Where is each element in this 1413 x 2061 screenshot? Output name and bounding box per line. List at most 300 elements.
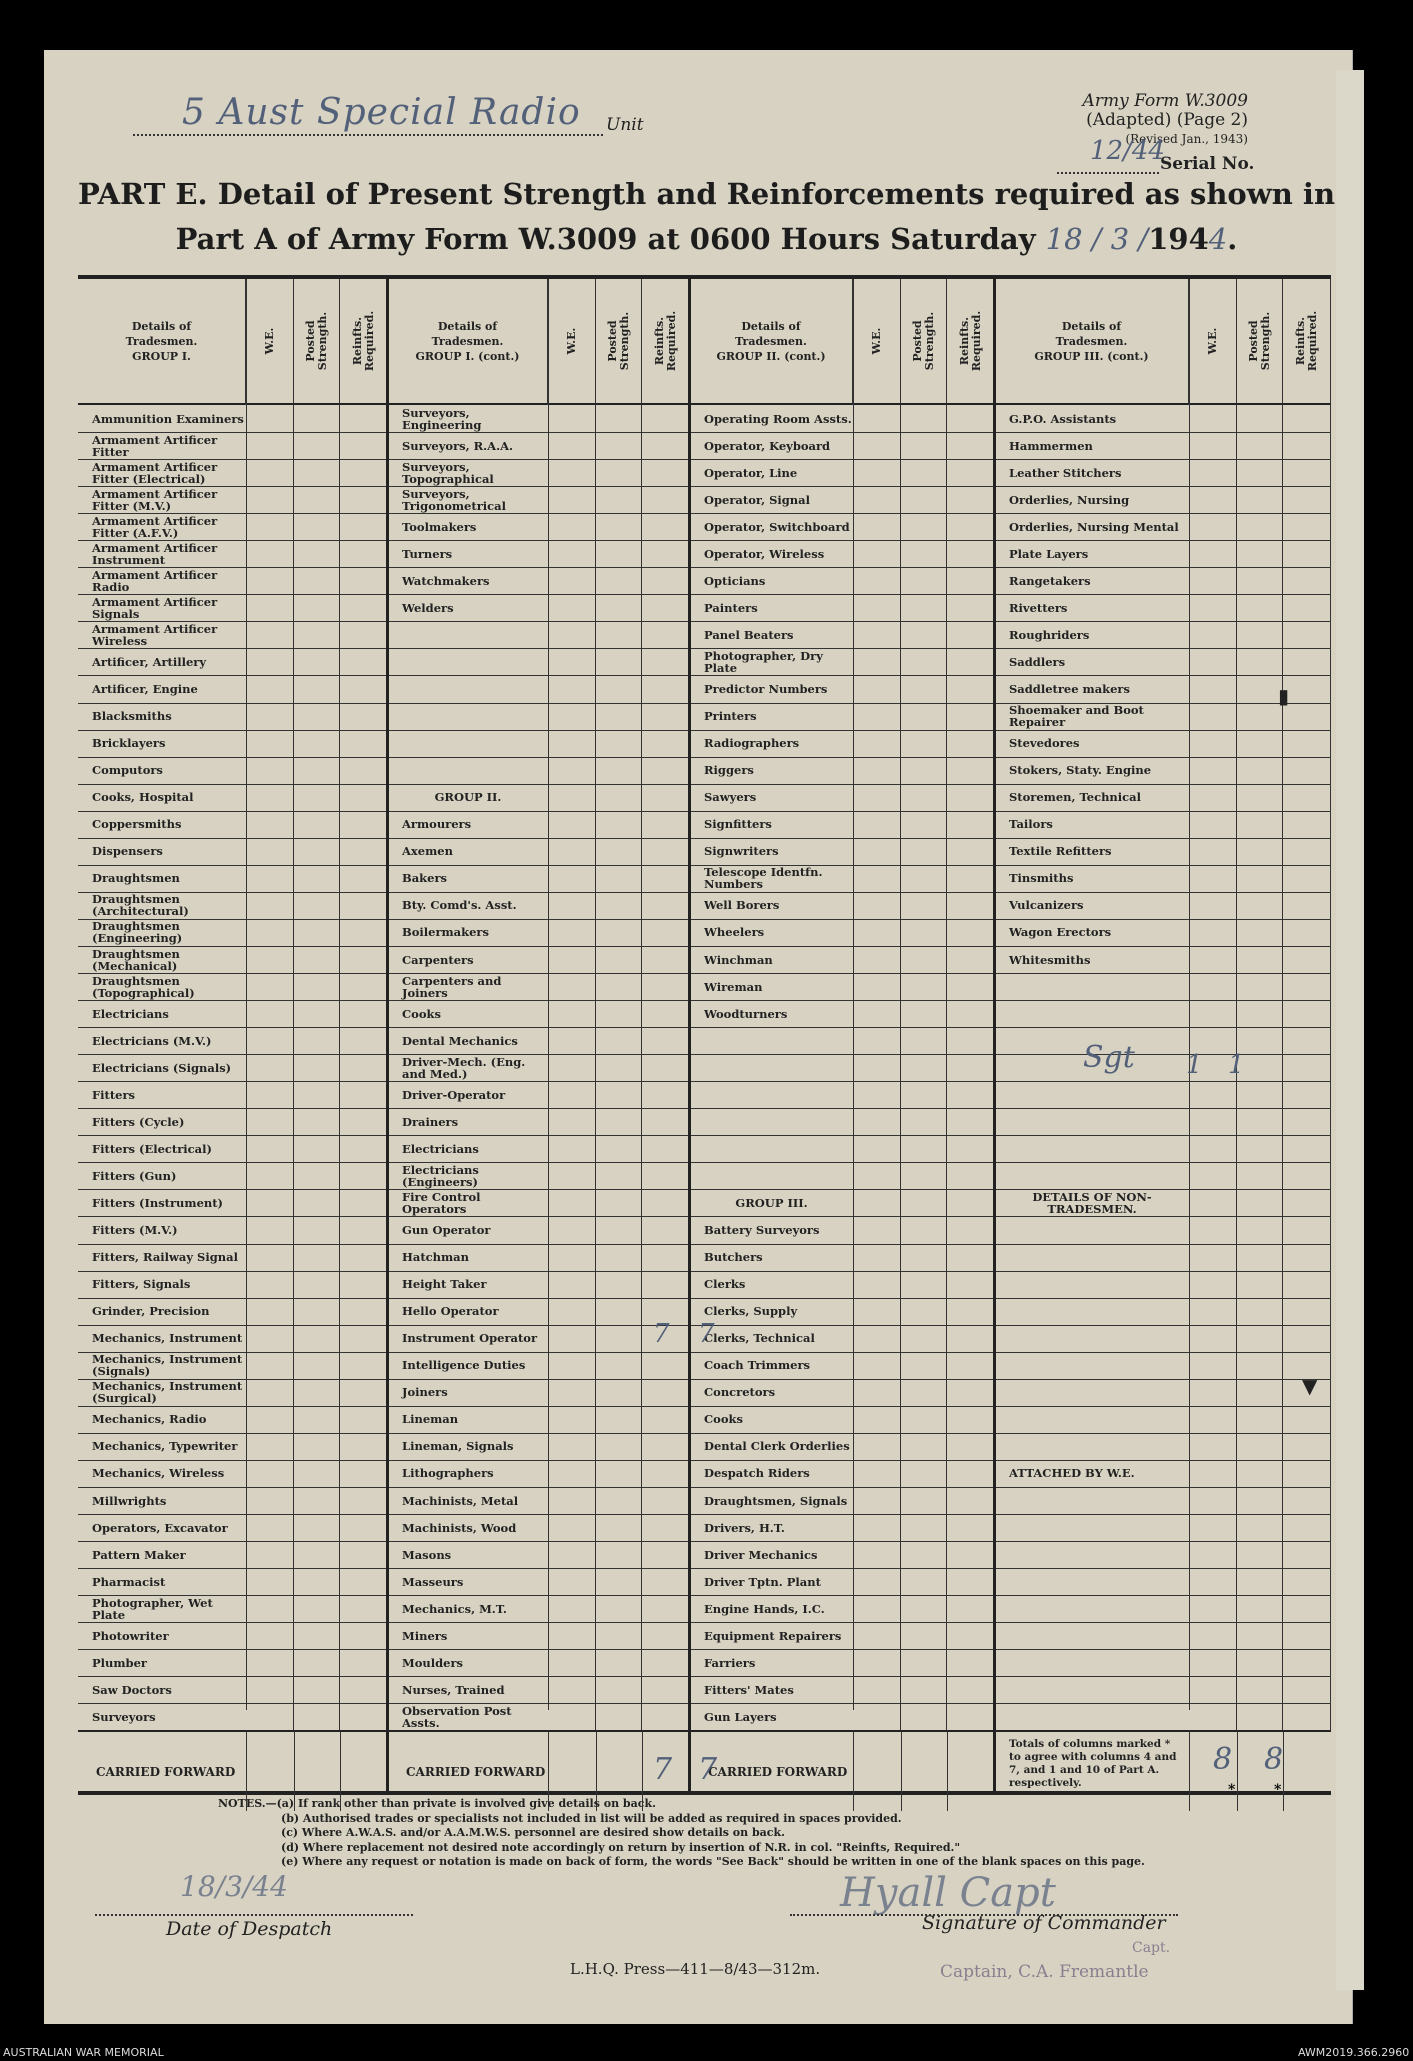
- table-cell-reinfts: [340, 513, 388, 541]
- table-row-label: Textile Refitters: [995, 838, 1189, 866]
- column-header-details: Details of Tradesmen. GROUP I.: [78, 279, 246, 405]
- table-cell-we: [853, 594, 901, 622]
- table-cell-we: [853, 1676, 901, 1704]
- table-row-label: Fitters (Electrical): [78, 1135, 246, 1163]
- table-cell-we: [548, 1325, 596, 1353]
- unit-handwritten: 5 Aust Special Radio: [182, 92, 581, 133]
- table-cell-we: [246, 1649, 294, 1677]
- table-cell-we: [853, 1379, 901, 1407]
- table-cell-posted: [901, 1135, 947, 1163]
- table-cell-reinfts: [642, 1406, 690, 1434]
- handwritten-posted: 1: [1228, 1050, 1245, 1081]
- table-cell-reinfts: [642, 405, 690, 433]
- table-cell-reinfts: [340, 567, 388, 595]
- table-cell-reinfts: [642, 892, 690, 920]
- table-row-label: Moulders: [388, 1649, 548, 1677]
- table-cell-we: [246, 1379, 294, 1407]
- table-cell-reinfts: [340, 1081, 388, 1109]
- table-cell-posted: [1237, 513, 1283, 541]
- table-cell-we: [853, 1406, 901, 1434]
- despatch-line: [95, 1914, 413, 1916]
- table-cell-posted: [1237, 919, 1283, 947]
- table-cell-we: [246, 757, 294, 785]
- table-cell-reinfts: [340, 594, 388, 622]
- table-cell-we: [246, 730, 294, 758]
- table-cell-posted: [901, 1541, 947, 1569]
- table-cell-we: [246, 567, 294, 595]
- table-row-label: Artificer, Artillery: [78, 648, 246, 676]
- table-row-label: Driver Mechanics: [690, 1541, 853, 1569]
- title-year: 194: [1148, 222, 1209, 256]
- table-cell-we: [548, 757, 596, 785]
- table-cell-posted: [901, 1217, 947, 1245]
- table-cell-we: [1189, 1244, 1237, 1272]
- table-cell-reinfts: [947, 1000, 995, 1028]
- table-row-label: Surveyors, Topographical: [388, 459, 548, 487]
- column-header-reinfts: [642, 279, 690, 405]
- table-cell-we: [246, 1108, 294, 1136]
- table-row-blank: [995, 1541, 1189, 1569]
- totals-note: Totals of columns marked * to agree with columns 4 and 7, and 1 and 10 of Part A. respectively.: [995, 1730, 1189, 1811]
- table-cell-we: [548, 1487, 596, 1515]
- table-cell-we: [1189, 1081, 1237, 1109]
- table-cell-reinfts: [340, 811, 388, 839]
- table-cell-we: [548, 811, 596, 839]
- table-cell-we: [548, 1433, 596, 1461]
- table-cell-we: [548, 594, 596, 622]
- table-row-label: Photowriter: [78, 1622, 246, 1650]
- table-cell-reinfts: [947, 1244, 995, 1272]
- table-cell-posted: [1237, 1595, 1283, 1623]
- table-cell-posted: [1237, 1217, 1283, 1245]
- table-cell-reinfts: [947, 1298, 995, 1326]
- table-cell-posted: [901, 1054, 947, 1082]
- table-cell-posted: [596, 1649, 642, 1677]
- table-row-blank: [995, 1703, 1189, 1731]
- table-row-label: Boilermakers: [388, 919, 548, 947]
- name-stamp: Captain, C.A. Fremantle: [940, 1962, 1149, 1982]
- table-cell-reinfts: [947, 784, 995, 812]
- table-row-blank: [690, 1081, 853, 1109]
- table-cell-we: [548, 973, 596, 1001]
- table-cell-reinfts: [340, 919, 388, 947]
- table-cell-posted: [294, 946, 340, 974]
- table-row-label: Telescope Identfn. Numbers: [690, 865, 853, 893]
- table-cell-posted: [596, 1027, 642, 1055]
- table-row-label: ATTACHED BY W.E.: [995, 1460, 1189, 1488]
- table-cell-reinfts: [947, 1568, 995, 1596]
- table-cell-posted: [294, 567, 340, 595]
- table-cell-posted: [294, 1054, 340, 1082]
- table-cell-we: [246, 946, 294, 974]
- table-cell-we: [548, 1054, 596, 1082]
- table-cell-we: [548, 730, 596, 758]
- table-row-label: Mechanics, Radio: [78, 1406, 246, 1434]
- table-cell-posted: [596, 1108, 642, 1136]
- table-cell-reinfts: [1283, 459, 1331, 487]
- table-row-label: Vulcanizers: [995, 892, 1189, 920]
- group-divider: [688, 279, 691, 1791]
- note-c: (c) Where A.W.A.S. and/or A.A.M.W.S. personnel are desired show details on back.: [281, 1826, 785, 1839]
- table-cell-reinfts: [947, 432, 995, 460]
- table-cell-reinfts: [642, 865, 690, 893]
- table-row-label: Draughtsmen (Architectural): [78, 892, 246, 920]
- column-header-posted: [901, 279, 947, 405]
- table-row-label: Radiographers: [690, 730, 853, 758]
- table-cell-posted: [596, 1514, 642, 1542]
- table-cell-we: [548, 919, 596, 947]
- table-row-label: Armament Artificer Wireless: [78, 621, 246, 649]
- table-cell-reinfts: [340, 1054, 388, 1082]
- table-cell-we: [246, 1676, 294, 1704]
- table-cell-posted: [596, 1162, 642, 1190]
- table-cell-we: [246, 459, 294, 487]
- table-cell-reinfts: [947, 567, 995, 595]
- table-cell-reinfts: [340, 1676, 388, 1704]
- table-cell-posted: [1237, 811, 1283, 839]
- table-row-label: Dental Clerk Orderlies: [690, 1433, 853, 1461]
- table-cell-we: [548, 784, 596, 812]
- table-cell-we: [853, 1325, 901, 1353]
- group-divider: [993, 279, 996, 1791]
- table-cell-reinfts: [340, 1217, 388, 1245]
- table-cell-we: [548, 1541, 596, 1569]
- table-cell-reinfts: [1283, 1054, 1331, 1082]
- table-row-label: Operator, Keyboard: [690, 432, 853, 460]
- table-cell-posted: [901, 1406, 947, 1434]
- table-cell-posted: [596, 513, 642, 541]
- table-cell-reinfts: [642, 1271, 690, 1299]
- table-row-label: Joiners: [388, 1379, 548, 1407]
- table-row-blank: [995, 1649, 1189, 1677]
- note-b: (b) Authorised trades or specialists not included in list will be added as required in spaces provided.: [281, 1811, 902, 1825]
- table-row-label: Fitters, Signals: [78, 1271, 246, 1299]
- table-cell-we: [1189, 594, 1237, 622]
- table-cell-posted: [901, 540, 947, 568]
- table-cell-reinfts: [947, 730, 995, 758]
- table-row-label: Driver-Mech. (Eng. and Med.): [388, 1054, 548, 1082]
- table-cell-posted: [596, 540, 642, 568]
- table-cell-we: [1189, 648, 1237, 676]
- column-header-text: Reinfts. Required.: [652, 310, 678, 372]
- table-cell-we: [548, 1271, 596, 1299]
- table-cell-reinfts: [947, 703, 995, 731]
- table-cell-we: [853, 1217, 901, 1245]
- table-cell-posted: [596, 1595, 642, 1623]
- table-row-label: Coach Trimmers: [690, 1352, 853, 1380]
- table-row-label: Armourers: [388, 811, 548, 839]
- table-cell-posted: [596, 973, 642, 1001]
- table-cell-reinfts: [1283, 676, 1331, 704]
- table-cell-reinfts: [947, 1433, 995, 1461]
- table-cell-reinfts: [947, 676, 995, 704]
- table-cell-reinfts: [1283, 1595, 1331, 1623]
- table-row-blank: [995, 1135, 1189, 1163]
- table-cell-reinfts: [1283, 1135, 1331, 1163]
- detail-divider: [1189, 279, 1190, 1710]
- table-cell-reinfts: [1283, 1703, 1331, 1731]
- table-cell-posted: [901, 1000, 947, 1028]
- table-cell-we: [246, 1460, 294, 1488]
- table-cell-reinfts: [1283, 1676, 1331, 1704]
- table-cell-reinfts: [340, 1352, 388, 1380]
- table-row-label: Operators, Excavator: [78, 1514, 246, 1542]
- table-row-label: Engine Hands, I.C.: [690, 1595, 853, 1623]
- table-cell-posted: [294, 1622, 340, 1650]
- table-cell-reinfts: [1283, 1568, 1331, 1596]
- table-cell-posted: [294, 1298, 340, 1326]
- table-cell-posted: [596, 757, 642, 785]
- footer-cell-reinfts: [1283, 1730, 1331, 1811]
- table-cell-we: [246, 1271, 294, 1299]
- table-row-label: Draughtsmen (Mechanical): [78, 946, 246, 974]
- table-cell-posted: [901, 1271, 947, 1299]
- table-cell-posted: [901, 1676, 947, 1704]
- table-cell-we: [246, 594, 294, 622]
- table-row-label: Farriers: [690, 1649, 853, 1677]
- table-row-label: Signfitters: [690, 811, 853, 839]
- table-row-blank: [995, 1352, 1189, 1380]
- table-cell-posted: [596, 621, 642, 649]
- table-cell-reinfts: [340, 784, 388, 812]
- column-header-posted: [1237, 279, 1283, 405]
- table-cell-we: [246, 1595, 294, 1623]
- table-cell-reinfts: [340, 1325, 388, 1353]
- table-cell-posted: [596, 594, 642, 622]
- group-divider: [386, 279, 389, 1791]
- table-cell-we: [548, 648, 596, 676]
- table-cell-we: [853, 1189, 901, 1217]
- table-cell-posted: [294, 973, 340, 1001]
- table-cell-reinfts: [642, 1487, 690, 1515]
- table-cell-posted: [596, 432, 642, 460]
- table-cell-reinfts: [947, 486, 995, 514]
- table-row-label: Armament Artificer Fitter: [78, 432, 246, 460]
- table-cell-reinfts: [642, 1622, 690, 1650]
- handwritten-we: 7: [653, 1318, 670, 1349]
- table-row-blank: [995, 1108, 1189, 1136]
- table-cell-we: [1189, 567, 1237, 595]
- table-cell-we: [1189, 459, 1237, 487]
- title-line-1: PART E. Detail of Present Strength and Reinforcements required as shown in: [77, 177, 1336, 211]
- table-cell-we: [548, 1676, 596, 1704]
- table-cell-reinfts: [340, 1514, 388, 1542]
- table-cell-reinfts: [642, 1514, 690, 1542]
- table-cell-posted: [294, 1027, 340, 1055]
- table-row-label: Shoemaker and Boot Repairer: [995, 703, 1189, 731]
- table-row-label: Fitters, Railway Signal: [78, 1244, 246, 1272]
- unit-label: Unit: [606, 115, 644, 135]
- table-row-blank: [995, 1217, 1189, 1245]
- table-cell-reinfts: [1283, 784, 1331, 812]
- column-header-we: [548, 279, 596, 405]
- table-cell-posted: [294, 1406, 340, 1434]
- table-cell-posted: [1237, 1325, 1283, 1353]
- table-row-label: Panel Beaters: [690, 621, 853, 649]
- table-row-label: Draughtsmen (Engineering): [78, 919, 246, 947]
- table-cell-posted: [1237, 757, 1283, 785]
- table-cell-reinfts: [340, 648, 388, 676]
- table-row-label: Cooks: [388, 1000, 548, 1028]
- table-row-label: Surveyors: [78, 1703, 246, 1731]
- table-cell-we: [548, 1217, 596, 1245]
- table-cell-reinfts: [1283, 1217, 1331, 1245]
- table-cell-reinfts: [947, 1541, 995, 1569]
- table-row-label: Millwrights: [78, 1487, 246, 1515]
- table-cell-reinfts: [340, 1568, 388, 1596]
- table-row-label: Electricians (Signals): [78, 1054, 246, 1082]
- note-e: (e) Where any request or notation is made on back of form, the words "See Back" should be written in one of the blank spaces on this page.: [281, 1855, 1145, 1868]
- table-row-blank: [690, 1054, 853, 1082]
- form-line-1: Army Form W.3009: [1082, 91, 1248, 111]
- table-row-label: Despatch Riders: [690, 1460, 853, 1488]
- table-cell-reinfts: [1283, 1244, 1331, 1272]
- table-row-blank: [388, 676, 548, 704]
- table-cell-reinfts: [642, 838, 690, 866]
- table-cell-posted: [596, 1433, 642, 1461]
- table-cell-we: [853, 1352, 901, 1380]
- table-cell-we: [853, 676, 901, 704]
- table-cell-posted: [1237, 1352, 1283, 1380]
- table-cell-reinfts: [340, 1027, 388, 1055]
- table-cell-posted: [1237, 486, 1283, 514]
- table-cell-we: [246, 919, 294, 947]
- table-cell-posted: [1237, 1189, 1283, 1217]
- table-cell-reinfts: [947, 1027, 995, 1055]
- table-cell-posted: [294, 676, 340, 704]
- handwritten-posted: 7: [698, 1318, 715, 1349]
- table-row-label: Wagon Erectors: [995, 919, 1189, 947]
- table-cell-we: [853, 919, 901, 947]
- table-cell-posted: [294, 1162, 340, 1190]
- table-cell-reinfts: [340, 540, 388, 568]
- table-cell-we: [853, 1108, 901, 1136]
- table-row-label: Photographer, Wet Plate: [78, 1595, 246, 1623]
- table-row-label: Gun Operator: [388, 1217, 548, 1245]
- table-cell-posted: [1237, 1298, 1283, 1326]
- table-cell-posted: [901, 784, 947, 812]
- table-cell-we: [548, 1189, 596, 1217]
- table-cell-posted: [1237, 1460, 1283, 1488]
- table-cell-we: [853, 811, 901, 839]
- table-cell-posted: [294, 784, 340, 812]
- table-cell-posted: [901, 1568, 947, 1596]
- table-cell-reinfts: [947, 892, 995, 920]
- table-cell-posted: [1237, 1162, 1283, 1190]
- table-cell-reinfts: [642, 1568, 690, 1596]
- table-cell-we: [1189, 1000, 1237, 1028]
- table-cell-we: [853, 486, 901, 514]
- table-cell-we: [548, 703, 596, 731]
- table-cell-we: [548, 513, 596, 541]
- table-cell-we: [853, 1487, 901, 1515]
- table-cell-reinfts: [642, 1108, 690, 1136]
- table-cell-reinfts: [340, 1000, 388, 1028]
- table-row-label: Pattern Maker: [78, 1541, 246, 1569]
- table-row-label: Driver-Operator: [388, 1081, 548, 1109]
- table-cell-posted: [901, 1162, 947, 1190]
- table-row-label: Drainers: [388, 1108, 548, 1136]
- table-cell-reinfts: [947, 1162, 995, 1190]
- table-cell-posted: [596, 1189, 642, 1217]
- table-cell-we: [1189, 432, 1237, 460]
- table-cell-we: [1189, 946, 1237, 974]
- table-cell-reinfts: [947, 838, 995, 866]
- table-cell-posted: [1237, 594, 1283, 622]
- table-cell-reinfts: [1283, 648, 1331, 676]
- table-cell-posted: [596, 567, 642, 595]
- column-header-text: Posted Strength.: [303, 311, 329, 371]
- table-row-blank: [995, 1244, 1189, 1272]
- form-line-3: (Revised Jan., 1943): [1125, 132, 1248, 146]
- table-row-label: Butchers: [690, 1244, 853, 1272]
- table-cell-reinfts: [340, 432, 388, 460]
- table-cell-reinfts: [947, 1108, 995, 1136]
- table-row-label: Tinsmiths: [995, 865, 1189, 893]
- table-cell-we: [853, 459, 901, 487]
- table-cell-posted: [901, 513, 947, 541]
- table-cell-reinfts: [642, 621, 690, 649]
- table-cell-we: [853, 1162, 901, 1190]
- table-cell-we: [1189, 892, 1237, 920]
- table-cell-reinfts: [642, 1217, 690, 1245]
- table-cell-we: [1189, 919, 1237, 947]
- table-cell-posted: [294, 919, 340, 947]
- table-row-blank: [388, 757, 548, 785]
- table-row-label: Mechanics, Wireless: [78, 1460, 246, 1488]
- table-row-label: Saw Doctors: [78, 1676, 246, 1704]
- table-cell-posted: [294, 1108, 340, 1136]
- table-cell-reinfts: [1283, 1189, 1331, 1217]
- table-row-label: Electricians: [78, 1000, 246, 1028]
- table-cell-we: [548, 838, 596, 866]
- table-cell-posted: [901, 1189, 947, 1217]
- table-cell-posted: [294, 405, 340, 433]
- table-cell-posted: [1237, 730, 1283, 758]
- table-cell-we: [246, 1433, 294, 1461]
- table-row-label: Stevedores: [995, 730, 1189, 758]
- table-row-label: Armament Artificer Fitter (M.V.): [78, 486, 246, 514]
- table-cell-we: [548, 1703, 596, 1731]
- table-cell-posted: [294, 1595, 340, 1623]
- table-cell-reinfts: [947, 757, 995, 785]
- table-cell-we: [246, 1703, 294, 1731]
- table-row-label: Concretors: [690, 1379, 853, 1407]
- table-cell-posted: [294, 459, 340, 487]
- table-cell-reinfts: [340, 1244, 388, 1272]
- title-year-handwritten: 4: [1208, 222, 1228, 256]
- table-row-label: Sawyers: [690, 784, 853, 812]
- carried-forward: CARRIED FORWARD: [690, 1730, 853, 1811]
- table-cell-reinfts: [340, 730, 388, 758]
- table-cell-posted: [901, 811, 947, 839]
- table-row-label: Mechanics, Instrument: [78, 1325, 246, 1353]
- table-cell-reinfts: [642, 1244, 690, 1272]
- handwritten-posted: 7: [698, 1752, 718, 1788]
- table-cell-posted: [1237, 432, 1283, 460]
- table-cell-posted: [294, 703, 340, 731]
- table-cell-we: [246, 1541, 294, 1569]
- table-cell-posted: [294, 730, 340, 758]
- table-cell-we: [548, 1135, 596, 1163]
- table-cell-reinfts: [340, 1703, 388, 1731]
- table-cell-posted: [596, 405, 642, 433]
- table-cell-reinfts: [947, 1703, 995, 1731]
- paper-edge: [1336, 70, 1364, 1990]
- table-cell-posted: [901, 1703, 947, 1731]
- table-cell-posted: [901, 1027, 947, 1055]
- note-a: NOTES.—(a) If rank other than private is involved give details on back.: [218, 1797, 656, 1810]
